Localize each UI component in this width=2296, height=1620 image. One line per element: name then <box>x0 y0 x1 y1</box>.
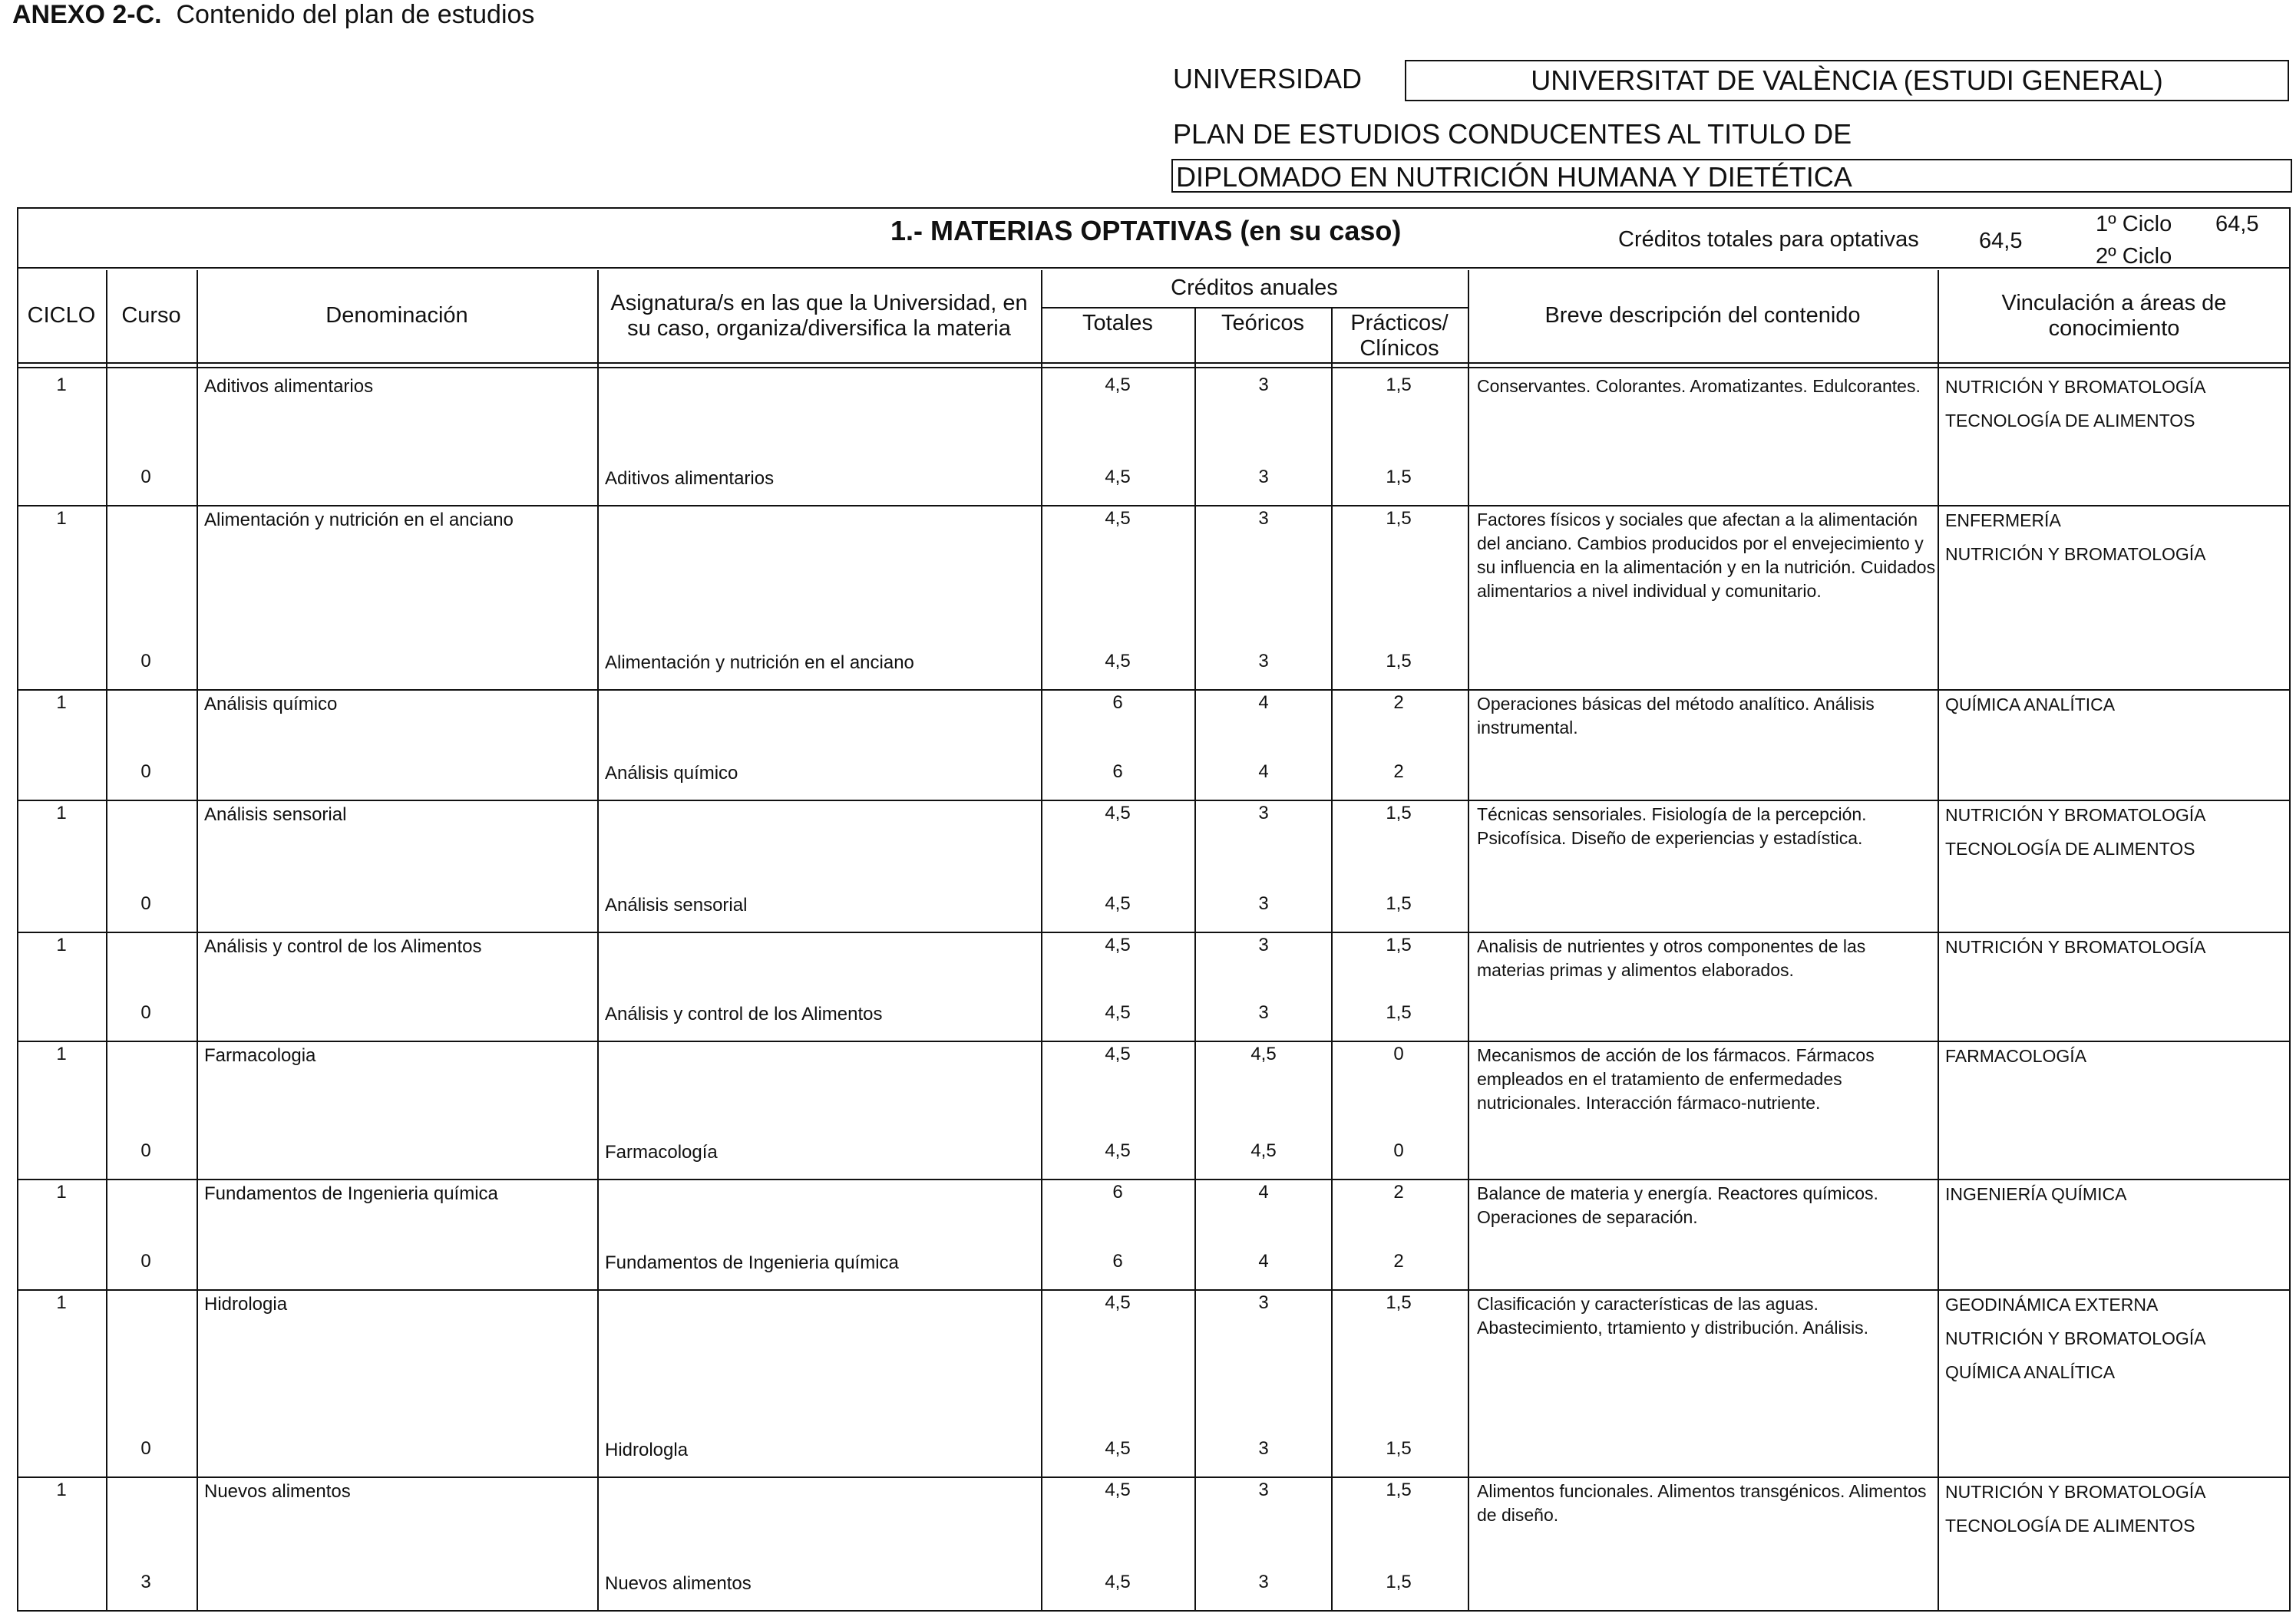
row-descripcion: Balance de materia y energía. Reactores químicos. Operaciones de separación. <box>1477 1183 1878 1227</box>
row-areas <box>1945 370 2206 437</box>
row-practicos: 1,5 <box>1386 803 1412 823</box>
row-denominacion: Fundamentos de Ingenieria química <box>204 1183 498 1204</box>
row-ciclo: 1 <box>56 1182 67 1203</box>
row-asignatura: Análisis sensorial <box>605 895 748 916</box>
row-curso: 0 <box>140 761 151 782</box>
row-curso: 0 <box>140 1438 151 1459</box>
row-practicos: 1,5 <box>1386 374 1412 395</box>
area-item: TECNOLOGÍA DE ALIMENTOS <box>1945 411 2195 431</box>
column-divider <box>1041 270 1042 1610</box>
row-ciclo: 1 <box>56 1480 67 1500</box>
row-curso: 3 <box>140 1572 151 1592</box>
row-areas <box>1945 503 2206 571</box>
annex-heading <box>12 0 534 30</box>
row-ciclo: 1 <box>56 692 67 713</box>
credits-label: Créditos totales para optativas <box>1618 227 1919 252</box>
row-practicos: 1,5 <box>1386 508 1412 529</box>
row-teoricos: 4 <box>1258 692 1269 713</box>
row-practicos: 2 <box>1393 692 1404 713</box>
col-practicos: Prácticos/ Clínicos <box>1350 310 1449 361</box>
row-asignatura: Fundamentos de Ingenieria química <box>605 1252 899 1273</box>
area-item: NUTRICIÓN Y BROMATOLOGÍA <box>1945 1328 2206 1348</box>
row-asignatura: Análisis y control de los Alimentos <box>605 1004 883 1024</box>
area-item: ENFERMERÍA <box>1945 510 2061 530</box>
col-descripcion: Breve descripción del contenido <box>1544 303 1861 328</box>
row-denominacion: Análisis y control de los Alimentos <box>204 936 482 957</box>
row-totales: 6 <box>1112 1182 1123 1203</box>
row-teoricos-asig: 3 <box>1258 893 1269 914</box>
row-denominacion: Hidrologia <box>204 1294 288 1315</box>
row-asignatura: Farmacología <box>605 1142 718 1163</box>
col-creditos: Créditos anuales <box>1171 275 1338 301</box>
row-practicos-asig: 1,5 <box>1386 467 1412 487</box>
row-practicos-asig: 1,5 <box>1386 1438 1412 1459</box>
row-descripcion: Clasificación y características de las aguas. Abastecimiento, trtamiento y distribución. Análisis. <box>1477 1294 1869 1338</box>
area-item: NUTRICIÓN Y BROMATOLOGÍA <box>1945 544 2206 564</box>
col-denominacion: Denominación <box>325 303 468 328</box>
row-descripcion: Mecanismos de acción de los fármacos. Fármacos empleados en el tratamiento de enfermedades nutricionales. Interacción fármaco-nutriente. <box>1477 1045 1875 1113</box>
section-title: 1.- MATERIAS OPTATIVAS (en su caso) <box>890 215 1402 246</box>
row-descripcion: Conservantes. Colorantes. Aromatizantes. Edulcorantes. <box>1477 376 1921 396</box>
row-asignatura: Nuevos alimentos <box>605 1573 752 1594</box>
row-totales: 4,5 <box>1105 1480 1131 1500</box>
row-ciclo: 1 <box>56 508 67 529</box>
row-teoricos: 3 <box>1258 935 1269 955</box>
row-totales: 4,5 <box>1105 374 1131 395</box>
row-totales-asig: 4,5 <box>1105 1572 1131 1592</box>
row-teoricos-asig: 3 <box>1258 467 1269 487</box>
row-teoricos: 4 <box>1258 1182 1269 1203</box>
row-teoricos-asig: 4 <box>1258 1251 1269 1272</box>
row-teoricos-asig: 3 <box>1258 1438 1269 1459</box>
column-divider <box>1938 270 1939 1610</box>
row-totales: 4,5 <box>1105 1044 1131 1064</box>
row-denominacion: Alimentación y nutrición en el anciano <box>204 510 514 530</box>
row-denominacion: Farmacologia <box>204 1045 316 1066</box>
col-asignatura: Asignatura/s en las que la Universidad, en su caso, organiza/diversifica la materia <box>610 290 1028 341</box>
row-practicos-asig: 2 <box>1393 1251 1404 1272</box>
area-item: FARMACOLOGÍA <box>1945 1046 2087 1066</box>
row-descripcion: Analisis de nutrientes y otros componentes de las materias primas y alimentos elaborados. <box>1477 936 1866 980</box>
row-totales: 4,5 <box>1105 508 1131 529</box>
row-teoricos-asig: 3 <box>1258 1002 1269 1023</box>
row-totales-asig: 4,5 <box>1105 1140 1131 1161</box>
row-descripcion: Alimentos funcionales. Alimentos transgénicos. Alimentos de diseño. <box>1477 1481 1927 1525</box>
area-item: TECNOLOGÍA DE ALIMENTOS <box>1945 1516 2195 1536</box>
row-practicos: 1,5 <box>1386 1480 1412 1500</box>
row-teoricos-asig: 4,5 <box>1250 1140 1277 1161</box>
annex-number: ANEXO 2-C. <box>12 0 162 29</box>
column-divider <box>1194 307 1196 1610</box>
col-ciclo: CICLO <box>27 303 96 328</box>
row-practicos: 0 <box>1393 1044 1404 1064</box>
row-curso: 0 <box>140 651 151 671</box>
row-practicos-asig: 1,5 <box>1386 893 1412 914</box>
column-divider <box>1468 270 1469 1610</box>
row-asignatura: Hidrologla <box>605 1440 689 1460</box>
degree-title: DIPLOMADO EN NUTRICIÓN HUMANA Y DIETÉTICA <box>1171 159 2292 193</box>
area-item: NUTRICIÓN Y BROMATOLOGÍA <box>1945 1482 2206 1502</box>
column-divider <box>106 270 107 1610</box>
row-denominacion: Análisis químico <box>204 694 338 714</box>
area-item: NUTRICIÓN Y BROMATOLOGÍA <box>1945 937 2206 957</box>
row-ciclo: 1 <box>56 1044 67 1064</box>
column-divider <box>597 270 599 1610</box>
row-teoricos-asig: 3 <box>1258 1572 1269 1592</box>
area-item: NUTRICIÓN Y BROMATOLOGÍA <box>1945 377 2206 397</box>
row-teoricos: 3 <box>1258 374 1269 395</box>
row-practicos-asig: 1,5 <box>1386 1002 1412 1023</box>
row-denominacion: Análisis sensorial <box>204 804 347 825</box>
row-teoricos: 3 <box>1258 1480 1269 1500</box>
header-bottom-line <box>17 362 2291 364</box>
row-practicos-asig: 2 <box>1393 761 1404 782</box>
area-item: TECNOLOGÍA DE ALIMENTOS <box>1945 839 2195 859</box>
ciclo1-value: 64,5 <box>2215 212 2259 236</box>
row-denominacion: Aditivos alimentarios <box>204 376 374 397</box>
ciclo2-label: 2º Ciclo <box>2096 244 2172 269</box>
row-areas <box>1945 1177 2126 1211</box>
row-totales: 6 <box>1112 692 1123 713</box>
row-descripcion: Operaciones básicas del método analítico. Análisis instrumental. <box>1477 694 1875 737</box>
row-areas <box>1945 1288 2206 1389</box>
row-totales-asig: 4,5 <box>1105 893 1131 914</box>
row-curso: 0 <box>140 467 151 487</box>
row-areas <box>1945 1039 2086 1073</box>
row-teoricos-asig: 3 <box>1258 651 1269 671</box>
column-divider <box>1331 307 1333 1610</box>
row-practicos: 2 <box>1393 1182 1404 1203</box>
row-totales: 4,5 <box>1105 1292 1131 1313</box>
row-totales-asig: 6 <box>1112 761 1123 782</box>
row-asignatura: Aditivos alimentarios <box>605 468 775 489</box>
row-descripcion: Técnicas sensoriales. Fisiología de la percepción. Psicofísica. Diseño de experiencias y estadística. <box>1477 804 1867 848</box>
row-practicos-asig: 1,5 <box>1386 651 1412 671</box>
university-name: UNIVERSITAT DE VALÈNCIA (ESTUDI GENERAL) <box>1405 60 2289 101</box>
header-double-line <box>17 367 2291 368</box>
area-item: QUÍMICA ANALÍTICA <box>1945 1362 2116 1382</box>
row-areas <box>1945 930 2206 964</box>
row-areas <box>1945 798 2206 866</box>
row-totales-asig: 4,5 <box>1105 1438 1131 1459</box>
col-teoricos: Teóricos <box>1221 311 1304 336</box>
row-totales-asig: 4,5 <box>1105 1002 1131 1023</box>
row-totales-asig: 4,5 <box>1105 467 1131 487</box>
row-curso: 0 <box>140 1140 151 1161</box>
plan-label: PLAN DE ESTUDIOS CONDUCENTES AL TITULO DE <box>1173 118 1852 150</box>
area-item: QUÍMICA ANALÍTICA <box>1945 695 2116 714</box>
row-asignatura: Análisis químico <box>605 763 738 784</box>
col-totales: Totales <box>1082 311 1153 336</box>
row-descripcion: Factores físicos y sociales que afectan a la alimentación del anciano. Cambios producidos por el envejecimiento y su influencia en la alimentación y en la nutrición. Cuidados alimentarios a nivel individual y comunitario. <box>1477 510 1936 601</box>
area-item: GEODINÁMICA EXTERNA <box>1945 1295 2159 1315</box>
row-teoricos: 3 <box>1258 803 1269 823</box>
annex-title: Contenido del plan de estudios <box>176 0 535 29</box>
area-item: INGENIERÍA QUÍMICA <box>1945 1184 2127 1204</box>
row-curso: 0 <box>140 893 151 914</box>
credits-subheader-line <box>1041 307 1468 308</box>
row-denominacion: Nuevos alimentos <box>204 1481 351 1502</box>
row-teoricos: 4,5 <box>1250 1044 1277 1064</box>
row-teoricos: 3 <box>1258 1292 1269 1313</box>
row-ciclo: 1 <box>56 803 67 823</box>
row-ciclo: 1 <box>56 935 67 955</box>
row-teoricos: 3 <box>1258 508 1269 529</box>
university-label: UNIVERSIDAD <box>1173 63 1363 94</box>
col-curso: Curso <box>121 303 181 328</box>
row-areas <box>1945 1475 2206 1542</box>
col-vinculacion: Vinculación a áreas de conocimiento <box>2001 290 2227 341</box>
row-asignatura: Alimentación y nutrición en el anciano <box>605 652 914 673</box>
row-ciclo: 1 <box>56 1292 67 1313</box>
column-divider <box>197 270 198 1610</box>
row-practicos: 1,5 <box>1386 935 1412 955</box>
row-totales-asig: 4,5 <box>1105 651 1131 671</box>
row-practicos: 1,5 <box>1386 1292 1412 1313</box>
row-practicos-asig: 0 <box>1393 1140 1404 1161</box>
row-ciclo: 1 <box>56 374 67 395</box>
row-totales-asig: 6 <box>1112 1251 1123 1272</box>
row-practicos-asig: 1,5 <box>1386 1572 1412 1592</box>
row-areas <box>1945 688 2115 721</box>
row-curso: 0 <box>140 1002 151 1023</box>
row-totales: 4,5 <box>1105 935 1131 955</box>
ciclo1-label: 1º Ciclo <box>2096 212 2172 236</box>
row-curso: 0 <box>140 1251 151 1272</box>
row-teoricos-asig: 4 <box>1258 761 1269 782</box>
row-totales: 4,5 <box>1105 803 1131 823</box>
area-item: NUTRICIÓN Y BROMATOLOGÍA <box>1945 805 2206 825</box>
credits-total: 64,5 <box>1979 229 2023 253</box>
